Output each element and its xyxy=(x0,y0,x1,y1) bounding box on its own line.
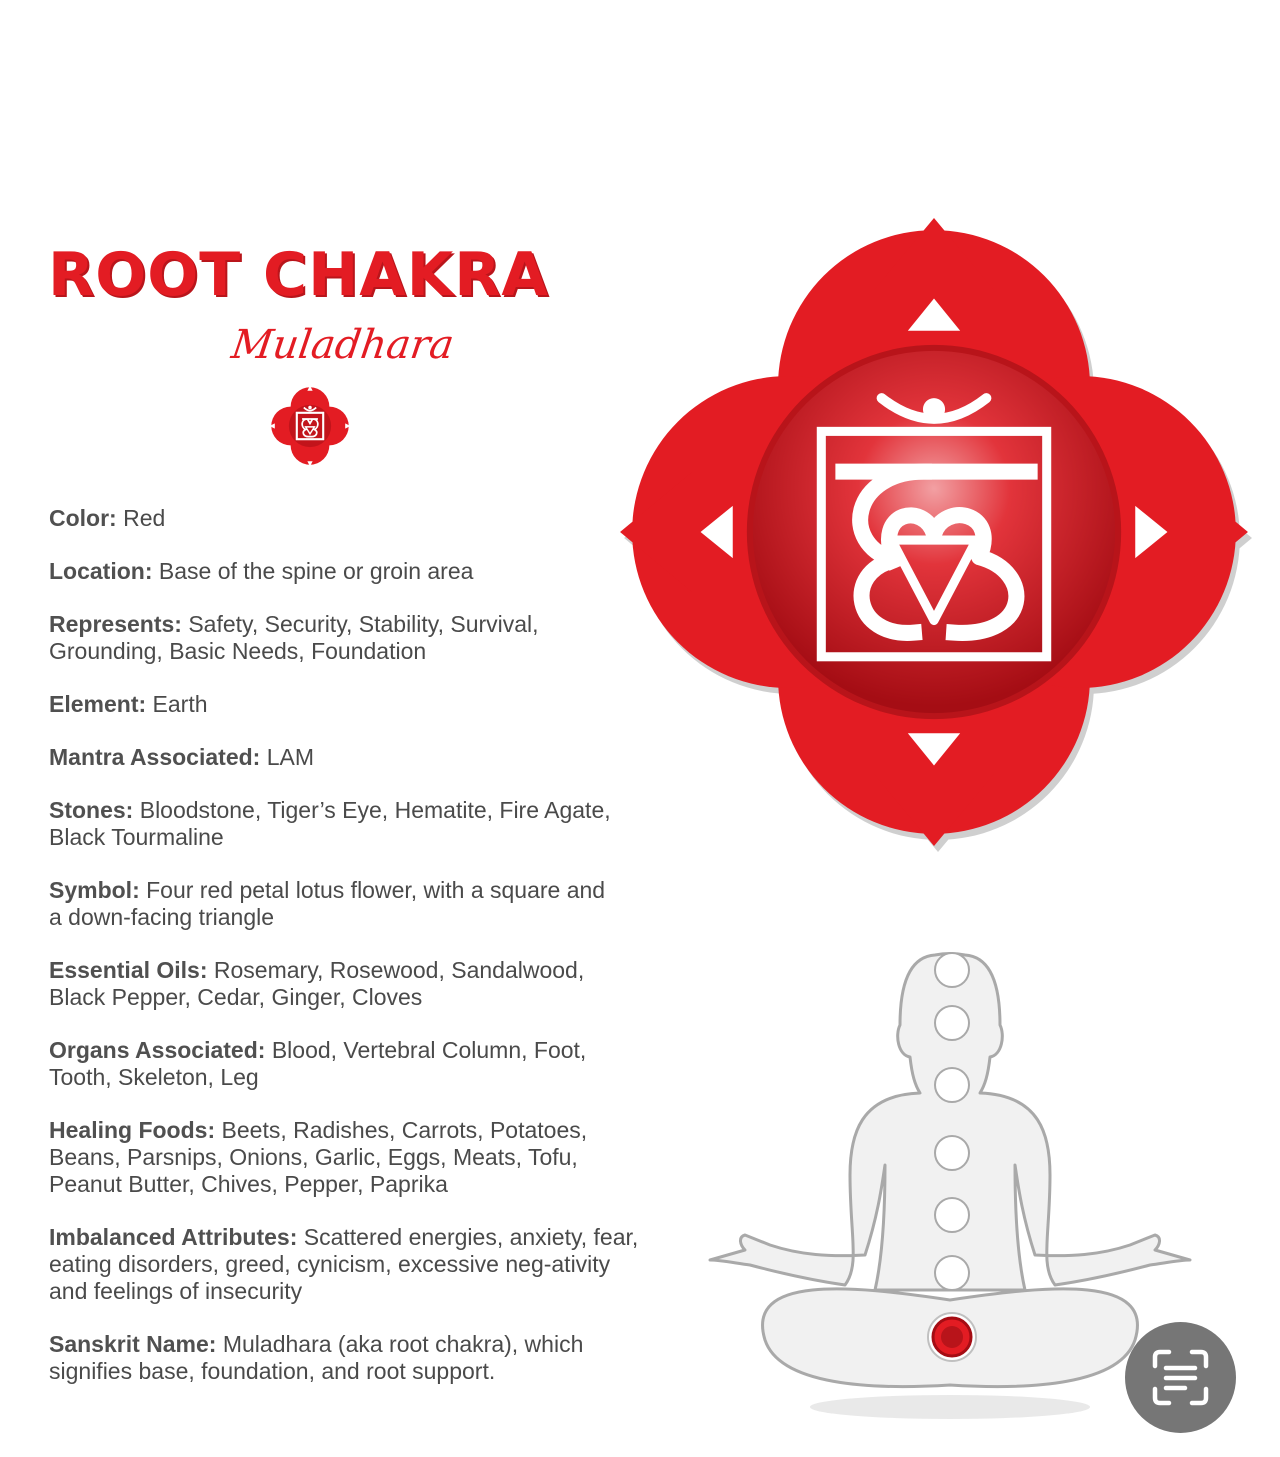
root-chakra-lotus-icon xyxy=(612,210,1256,854)
root-chakra-small-icon xyxy=(266,382,354,470)
info-value: Safety, Security, Stability, Survival, Grounding, Basic Needs, Foundation xyxy=(49,611,539,664)
info-value: Bloodstone, Tiger’s Eye, Hematite, Fire Agate, Black Tourmaline xyxy=(49,797,611,850)
info-label: Essential Oils: xyxy=(49,957,208,983)
info-value: Red xyxy=(123,505,166,531)
info-value: LAM xyxy=(266,744,314,770)
info-label: Healing Foods: xyxy=(49,1117,216,1143)
info-label: Represents: xyxy=(49,611,182,637)
text-scan-icon xyxy=(1125,1322,1236,1433)
info-represents xyxy=(49,611,589,665)
info-healing-foods xyxy=(49,1117,609,1198)
info-label: Sanskrit Name: xyxy=(49,1331,217,1357)
info-label: Stones: xyxy=(49,797,134,823)
info-mantra xyxy=(49,744,649,771)
info-value: Rosemary, Rosewood, Sandalwood, Black Pepper, Cedar, Ginger, Cloves xyxy=(49,957,585,1010)
info-organs xyxy=(49,1037,629,1091)
info-color xyxy=(49,505,649,532)
info-value: Blood, Vertebral Column, Foot, Tooth, Skeleton, Leg xyxy=(49,1037,587,1090)
page-title: ROOT CHAKRA xyxy=(48,240,549,310)
info-value: Muladhara (aka root chakra), which signifies base, foundation, and root support. xyxy=(49,1331,584,1384)
info-element xyxy=(49,691,649,718)
info-stones xyxy=(49,797,649,851)
info-value: Beets, Radishes, Carrots, Potatoes, Beans, Parsnips, Onions, Garlic, Eggs, Meats, Tofu, Peanut Butter, Chives, Pepper, Paprika xyxy=(49,1117,588,1197)
info-sanskrit-name xyxy=(49,1331,639,1385)
info-location xyxy=(49,558,649,585)
text-scan-button[interactable] xyxy=(1125,1322,1236,1433)
info-symbol xyxy=(49,877,619,931)
info-label: Organs Associated: xyxy=(49,1037,266,1063)
info-imbalanced-attributes xyxy=(49,1224,649,1305)
info-value: Scattered energies, anxiety, fear, eating disorders, greed, cynicism, excessive neg-ativity and feelings of insecurity xyxy=(49,1224,639,1304)
page-subtitle: Muladhara xyxy=(228,322,457,368)
info-label: Symbol: xyxy=(49,877,140,903)
info-essential-oils xyxy=(49,957,629,1011)
info-label: Element: xyxy=(49,691,147,717)
info-value: Base of the spine or groin area xyxy=(158,558,474,584)
info-value: Earth xyxy=(152,691,208,717)
info-label: Imbalanced Attributes: xyxy=(49,1224,298,1250)
chakra-info-list xyxy=(49,505,649,1411)
info-label: Mantra Associated: xyxy=(49,744,261,770)
info-label: Color: xyxy=(49,505,117,531)
info-label: Location: xyxy=(49,558,153,584)
info-value: Four red petal lotus flower, with a square and a down-facing triangle xyxy=(49,877,606,930)
